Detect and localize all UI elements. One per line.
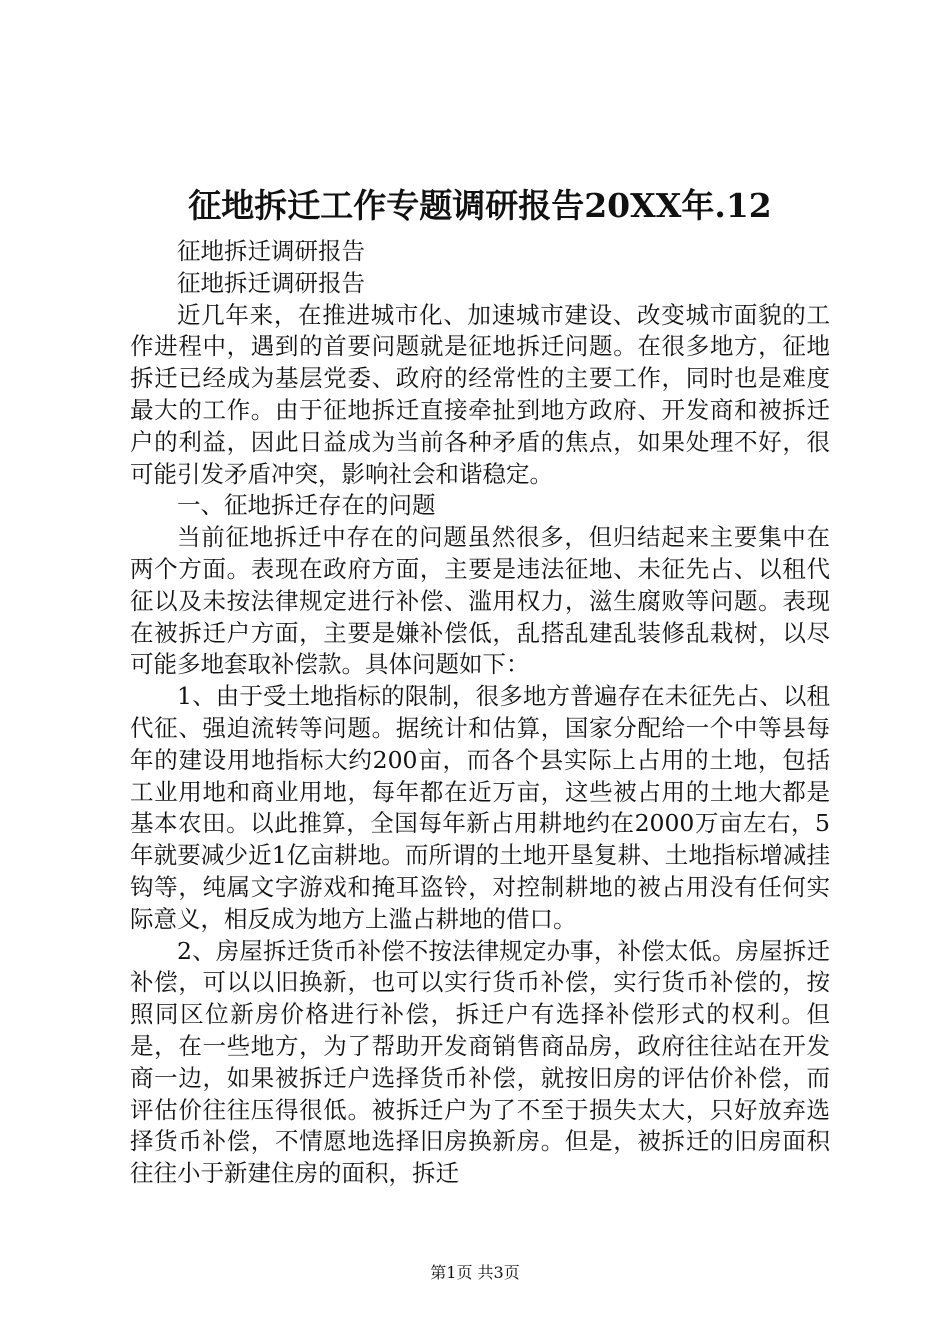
page-footer: 第1页 共3页 [430,1263,520,1282]
paragraph-problem-1: 1、由于受土地指标的限制，很多地方普遍存在未征先占、以租代征、强迫流转等问题。据统计和估算，国家分配给一个中等县每年的建设用地指标大约200亩，而各个县实际上占用的土地，包括工业用地和商业用地，每年都在近万亩，这些被占用的土地大都是基本农田。以此推算，全国每年新占用耕地约在2000万亩左右，5年就要减少近1亿亩耕地。而所谓的土地开垦复耕、土地指标增减挂钩等，纯属文字游戏和掩耳盗铃，对控制耕地的被占用没有任何实际意义，相反成为地方上滥占耕地的借口。 [130,682,830,933]
paragraph-subtitle-1: 征地拆迁调研报告 [177,237,365,265]
paragraph-subtitle-2: 征地拆迁调研报告 [177,268,365,297]
paragraph-problem-2: 2、房屋拆迁货币补偿不按法律规定办事，补偿太低。房屋拆迁补偿，可以以旧换新，也可以实行货币补偿，实行货币补偿的，按照同区位新房价格进行补偿，拆迁户有选择补偿形式的权利。但是，在一些地方，为了帮助开发商销售商品房，政府往往站在开发商一边，如果被拆迁户选择货币补偿，就按旧房的评估价补偿，而评估价往往压得很低。被拆迁户为了不至于损失太大，只好放弃选择货币补偿，不情愿地选择旧房换新房。但是，被拆迁的旧房面积往往小于新建住房的面积，拆迁 [130,936,830,1188]
section-heading-1: 一、征地拆迁存在的问题 [177,491,436,520]
paragraph-problems-overview: 当前征地拆迁中存在的问题虽然很多，但归结起来主要集中在两个方面。表现在政府方面，主要是违法征地、未征先占、以租代征以及未按法律规定进行补偿、滥用权力，滋生腐败等问题。表现在被拆迁户方面，主要是嫌补偿低，乱搭乱建乱装修乱栽树，以尽可能多地套取补偿款。具体问题如下： [130,523,830,679]
document-title: 征地拆迁工作专题调研报告20XX年.12 [188,186,772,225]
paragraph-intro: 近几年来，在推进城市化、加速城市建设、改变城市面貌的工作进程中，遇到的首要问题就是征地拆迁问题。在很多地方，征地拆迁已经成为基层党委、政府的经常性的主要工作，同时也是难度最大的工作。由于征地拆迁直接牵扯到地方政府、开发商和被拆迁户的利益，因此日益成为当前各种矛盾的焦点，如果处理不好，很可能引发矛盾冲突，影响社会和谐稳定。 [130,300,830,488]
document-body [130,236,830,1190]
